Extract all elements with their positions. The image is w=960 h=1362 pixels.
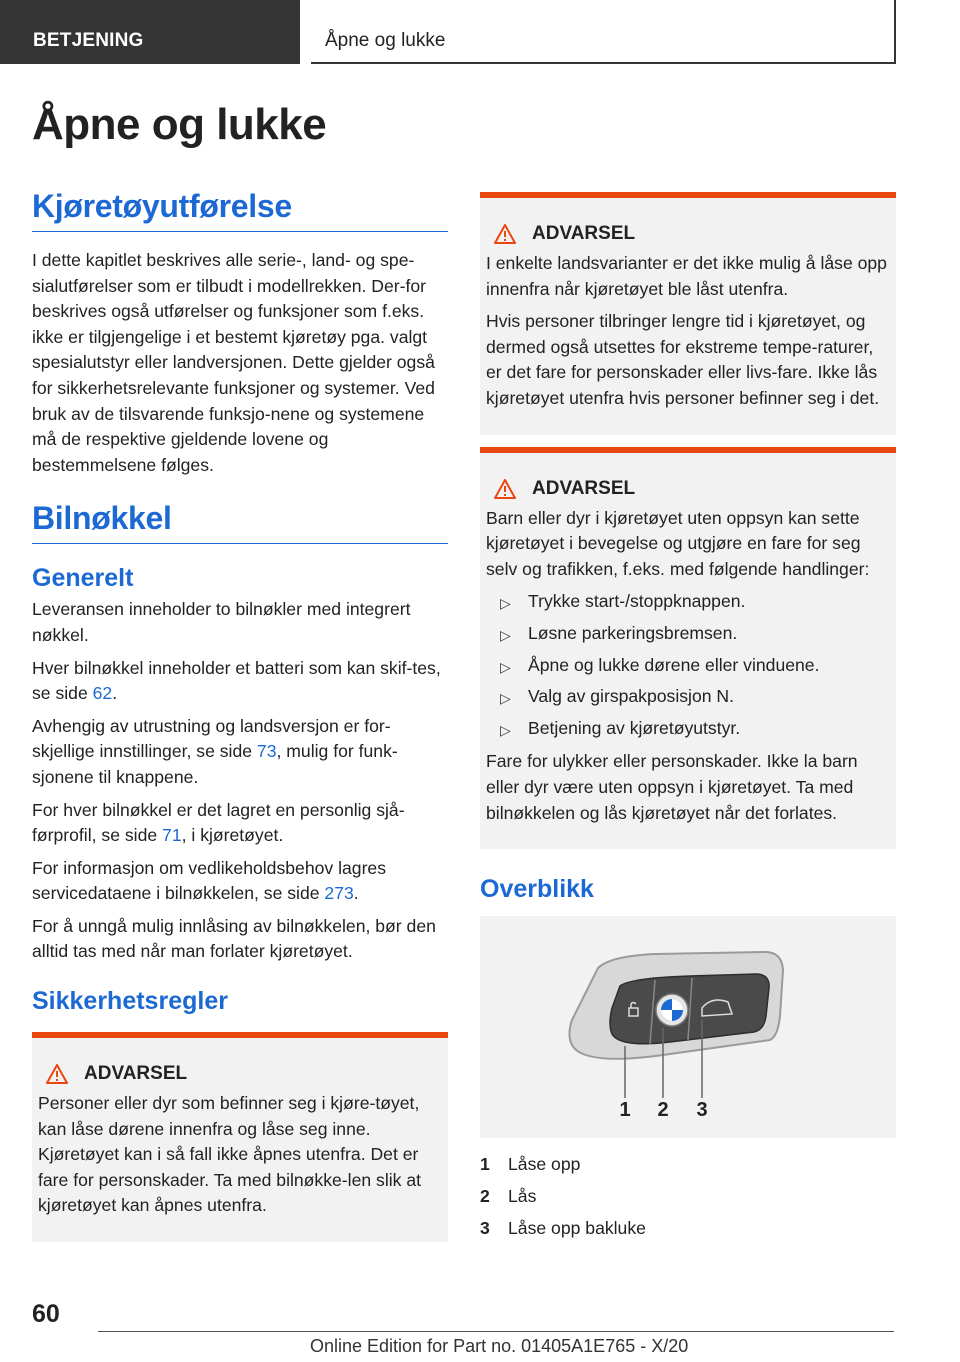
- page-header: [0, 0, 960, 66]
- general-heading: Generelt: [32, 564, 134, 593]
- warning-title: ADVARSEL: [532, 477, 636, 499]
- list-item: ▷ Åpne og lukke dørene eller vinduene.: [486, 653, 890, 679]
- list-item: ▷ Betjening av kjøretøyutstyr.: [486, 716, 890, 742]
- list-item: ▷ Løsne parkeringsbremsen.: [486, 621, 890, 647]
- general-p5: For informasjon om vedlikeholdsbehov lagres servicedataene i bilnøkkelen, se side 273.: [32, 857, 387, 904]
- warning-title: ADVARSEL: [84, 1063, 188, 1085]
- list-item: ▷ Trykke start-/stoppknappen.: [486, 589, 890, 615]
- general-p3: Avhengig av utrustning og landsversjon er for-skjellige innstillinger, se side 73, mulig for funk-sjonene til knappene.: [32, 715, 398, 787]
- warning-title: ADVARSEL: [532, 223, 636, 244]
- key-fob-figure: [480, 916, 896, 1138]
- warning-box-lock: [480, 192, 896, 435]
- key-fob-illustration: [480, 916, 896, 1138]
- overview-heading: Overblikk: [480, 875, 594, 904]
- warning-text: I enkelte landsvarianter er det ikke mulig å låse opp innenfra når kjøretøyet ble låst utenfra.: [486, 253, 887, 299]
- warning-triangle-icon: [494, 479, 516, 499]
- general-p4: For hver bilnøkkel er det lagret en personlig sjå-førprofil, se side 71, i kjøretøyet.: [32, 799, 405, 846]
- legend-item: 1 Låse opp: [480, 1154, 581, 1175]
- figure-label-3: 3: [696, 1099, 708, 1122]
- warning-text: Barn eller dyr i kjøretøyet uten oppsyn kan sette kjøretøyet i bevegelse og utgjøre en fare for seg selv og trafikken, f.eks. med følgende handlinger:: [486, 507, 870, 579]
- footer-divider: [98, 1331, 894, 1332]
- page-title: Åpne og lukke: [32, 100, 327, 149]
- variant-heading: Kjøretøyutførelse: [32, 188, 448, 232]
- warning-text: Fare for ulykker eller personskader. Ikke la barn eller dyr være uten oppsyn i kjøretøyet. Ta med bilnøkkelen og lås kjøretøyet når det forlates.: [486, 751, 858, 823]
- warning-box-safety: [32, 1032, 448, 1242]
- bullet-triangle-icon: ▷: [500, 690, 511, 707]
- bullet-triangle-icon: ▷: [500, 658, 511, 675]
- page-link-273[interactable]: 273: [324, 883, 354, 904]
- warning-list: [486, 589, 890, 741]
- warning-text: Hvis personer tilbringer lengre tid i kjøretøyet, og dermed også utsettes for ekstreme tempe-raturer, er det fare for personskader eller livs-fare. Ikke lås kjøretøyet utenfra hvis personer befinner seg i det.: [486, 311, 880, 408]
- bullet-triangle-icon: ▷: [500, 595, 511, 612]
- page-link-73[interactable]: 73: [256, 741, 277, 762]
- variant-text: I dette kapitlet beskrives alle serie-, land- og spe-sialutførelser som er tilbudt i modellrekken. Der-for beskrives også utførelser og funksjoner som f.eks. ikke er tilgjengelige i et bestemt kjøretøy pga. valgt spesialutstyr eller landversjonen. Dette gjelder også for sikkerhetsrelevante funksjoner og systemer. Ved bruk av de tilsvarende funksjo-nene og systemene må de respektive gjeldende lovene og bestemmelsene følges.: [32, 250, 435, 475]
- page-number: 60: [32, 1300, 60, 1328]
- page-link-62[interactable]: 62: [92, 683, 113, 704]
- warning-triangle-icon: [46, 1064, 68, 1084]
- page-link-71[interactable]: 71: [162, 825, 182, 846]
- footer-edition: Online Edition for Part no. 01405A1E765 - X/20: [310, 1336, 689, 1356]
- warning-triangle-icon: [494, 224, 516, 244]
- section-tab: BETJENING: [0, 0, 300, 64]
- general-p1: Leveransen inneholder to bilnøkler med integrert nøkkel.: [32, 599, 411, 645]
- figure-label-2: 2: [657, 1099, 669, 1122]
- safety-heading: Sikkerhetsregler: [32, 987, 228, 1016]
- left-column: [32, 188, 448, 1242]
- bullet-triangle-icon: ▷: [500, 626, 511, 643]
- warning-text: Personer eller dyr som befinner seg i kjøre-tøyet, kan låse dørene innenfra og låse seg inne. Kjøretøyet kan i så fall ikke åpnes utenfra. Det er fare for personskader. Ta med bilnøkke-len slik at kjøretøyet kan åpnes utenfra.: [38, 1093, 422, 1216]
- chapter-title: Åpne og lukke: [311, 0, 896, 64]
- bullet-triangle-icon: ▷: [500, 721, 511, 738]
- general-p6: For å unngå mulig innlåsing av bilnøkkelen, bør den alltid tas med når man forlater kjøretøyet.: [32, 915, 436, 962]
- general-p2: Hver bilnøkkel inneholder et batteri som kan skif-tes, se side 62.: [32, 657, 441, 704]
- warning-box-children: [480, 447, 896, 850]
- figure-label-1: 1: [619, 1099, 631, 1122]
- key-heading: Bilnøkkel: [32, 500, 448, 544]
- legend-item: 3 Låse opp bakluke: [480, 1218, 646, 1239]
- figure-legend: [480, 1148, 896, 1244]
- legend-item: 2 Lås: [480, 1186, 537, 1207]
- right-column: [480, 192, 896, 1244]
- list-item: ▷ Valg av girspakposisjon N.: [486, 684, 890, 710]
